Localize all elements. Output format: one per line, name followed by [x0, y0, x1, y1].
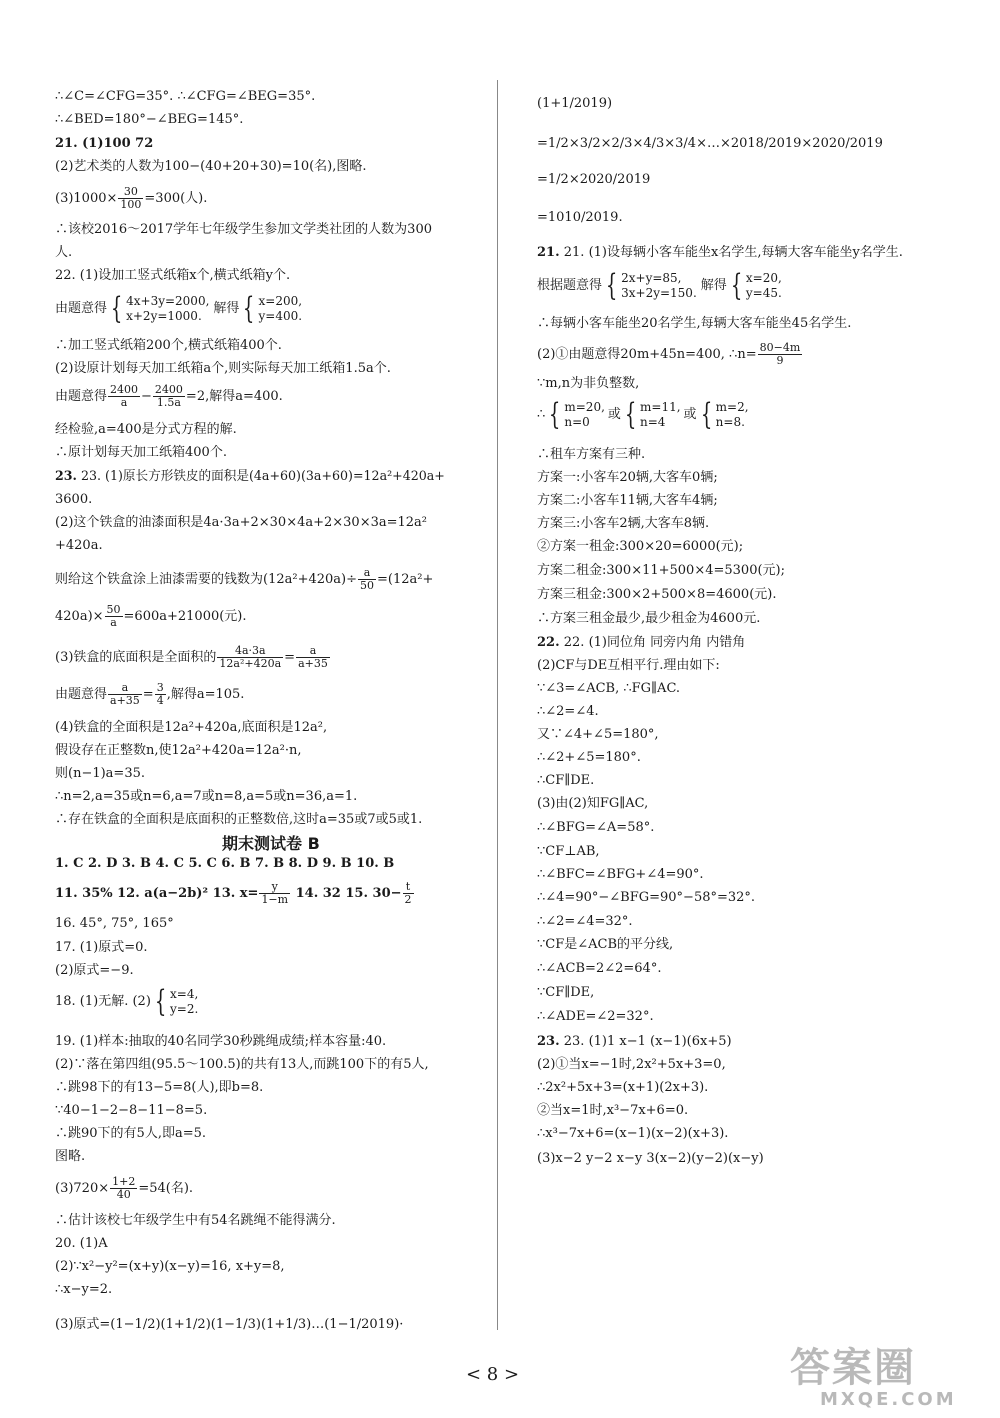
equation-system: 18. (1)无解. (2) { x=4, y=2. — [55, 984, 199, 1019]
text-line: (2)①当x=−1时,2x²+5x+3=0, — [537, 1057, 726, 1072]
text-line: (3)1000× $\frac{30}{100}$ =300(人). — [55, 185, 208, 211]
text-line: ∴∠2=∠4=32°. — [537, 914, 633, 929]
watermark-text: 答案圈 — [790, 1345, 916, 1391]
text-line: (4)铁盒的全面积是12a²+420a,底面积是12a², — [55, 720, 328, 735]
text-line: ②当x=1时,x³−7x+6=0. — [537, 1103, 689, 1118]
text-line: ∵40−1−2−8−11−8=5. — [55, 1103, 208, 1118]
text-line: ∴存在铁盒的全面积是底面积的正整数倍,这时a=35或7或5或1. — [55, 812, 423, 827]
fraction: $\frac{30}{100}$ — [120, 185, 142, 211]
text-line: ∵m,n为非负整数, — [537, 376, 640, 391]
text-line: 方案三租金:300×2+500×8=4600(元). — [537, 587, 777, 602]
text-line: 3600. — [55, 492, 93, 507]
text-line: =1/2×3/2×2/3×4/3×3/4×…×2018/2019×2020/2019 — [537, 136, 883, 151]
text-line: (2)CF与DE互相平行.理由如下: — [537, 658, 720, 673]
answer-line: 1. C 2. D 3. B 4. C 5. C 6. B 7. B 8. D 9. B 10. B — [55, 856, 395, 871]
text-line: 方案三:小客车2辆,大客车8辆. — [537, 516, 710, 531]
text-line: 23. 23. (1)1 x−1 (x−1)(6x+5) — [537, 1034, 732, 1049]
text-line: (2)①由题意得20m+45n=400, ∴n= $\frac{80-4m}{9}$ — [537, 341, 801, 367]
text-line: 420a)× $\frac{50}{a}$ =600a+21000(元). — [55, 603, 247, 629]
text-line: 方案一:小客车20辆,大客车0辆; — [537, 470, 718, 485]
text-line: ∴∠ACB=2∠2=64°. — [537, 961, 662, 976]
watermark-logo — [790, 1346, 990, 1412]
text-line: 由题意得 $\frac{2400}{a}$ − $\frac{2400}{1.5a}$ =2,解得a=400. — [55, 383, 283, 409]
text-line: ∴∠BFC=∠BFG+∠4=90°. — [537, 867, 704, 882]
text-line: (3)铁盒的底面积是全面积的 $\frac{4a\cdot 3a}{\text{12a²+420a}}$ = $\frac{a}{a+35}$ — [55, 644, 328, 670]
text-line: (2)原式=−9. — [55, 963, 134, 978]
text-line: ∴CF∥DE. — [537, 773, 595, 788]
text-line: 则(n−1)a=35. — [55, 766, 145, 781]
text-line: (3)720× $\frac{1+2}{40}$ =54(名). — [55, 1175, 194, 1201]
text-line: ∵CF⊥AB, — [537, 844, 600, 859]
text-line: 方案二:小客车11辆,大客车4辆; — [537, 493, 718, 508]
text-line: 图略. — [55, 1149, 86, 1164]
text-line: 17. (1)原式=0. — [55, 940, 148, 955]
text-line: ∴每辆小客车能坐20名学生,每辆大客车能坐45名学生. — [537, 316, 852, 331]
text-line: ∴原计划每天加工纸箱400个. — [55, 445, 227, 460]
text-line: 则给这个铁盒涂上油漆需要的钱数为(12a²+420a)÷ $\frac{a}{50}$ =(12a²+ — [55, 566, 434, 592]
watermark-url: MXQE.COM — [820, 1389, 957, 1410]
text-line: 19. (1)样本:抽取的40名同学30秒跳绳成绩;样本容量:40. — [55, 1034, 387, 1049]
text-line: 21. (1)100 72 — [55, 136, 154, 151]
text-line: 经检验,a=400是分式方程的解. — [55, 422, 237, 437]
text-line: 22. (1)设加工竖式纸箱x个,横式纸箱y个. — [55, 268, 291, 283]
text-line: ∴∠ADE=∠2=32°. — [537, 1009, 654, 1024]
text-line: (1+1/2019) — [537, 96, 613, 111]
text-line: ∴∠4=90°−∠BFG=90°−58°=32°. — [537, 890, 756, 905]
text-line: ∴∠C=∠CFG=35°. ∴∠CFG=∠BEG=35°. — [55, 89, 316, 104]
answer-line: 11. 35% 12. a(a−2b)² 13. x= $\frac{y}{1-m}$ 14. 32 15. 30− $\frac{t}{2}$ — [55, 880, 412, 906]
answer-line: 16. 45°, 75°, 165° — [55, 916, 174, 931]
equation-system: 根据题意得 { 2x+y=85, 3x+2y=150. 解得 { x=20, y=45. — [537, 268, 782, 303]
text-line: (2)∵落在第四组(95.5～100.5)的共有13人,而跳100下的有5人, — [55, 1057, 429, 1072]
column-divider — [497, 80, 498, 1330]
text-line: (3)原式=(1−1/2)(1+1/2)(1−1/3)(1+1/3)…(1−1/2019)· — [55, 1317, 404, 1332]
text-line: ∴∠2=∠4. — [537, 704, 599, 719]
text-line: ∴加工竖式纸箱200个,横式纸箱400个. — [55, 338, 282, 353]
text-line: 方案二租金:300×11+500×4=5300(元); — [537, 563, 785, 578]
text-line: (2)设原计划每天加工纸箱a个,则实际每天加工纸箱1.5a个. — [55, 361, 391, 376]
text-line: ②方案一租金:300×20=6000(元); — [537, 539, 744, 554]
text-line: 假设存在正整数n,使12a²+420a=12a²·n, — [55, 743, 302, 758]
text-line: 又∵∠4+∠5=180°, — [537, 727, 659, 742]
text-line: (2)∵x²−y²=(x+y)(x−y)=16, x+y=8, — [55, 1259, 285, 1274]
text-line: (2)艺术类的人数为100−(40+20+30)=10(名),图略. — [55, 159, 367, 174]
text-line: ∴跳98下的有13−5=8(人),即b=8. — [55, 1080, 264, 1095]
equation-system: ∴ { m=20, n=0 或 { m=11, n=4 或 { m=2, n=8. — [537, 397, 749, 432]
text-line: ∴租车方案有三种. — [537, 447, 646, 462]
text-line: ∴x³−7x+6=(x−1)(x−2)(x+3). — [537, 1126, 729, 1141]
text-line: (3)由(2)知FG∥AC, — [537, 796, 649, 811]
equation-system: 由题意得 { 4x+3y=2000, x+2y=1000. 解得 { x=200, y=400. — [55, 291, 303, 326]
text-line: 21. 21. (1)设每辆小客车能坐x名学生,每辆大客车能坐y名学生. — [537, 245, 903, 260]
text-line: 23. 23. (1)原长方形铁皮的面积是(4a+60)(3a+60)=12a²+420a+ — [55, 469, 445, 484]
page-number: < 8 > — [466, 1364, 520, 1385]
text-line: ∴∠BFG=∠A=58°. — [537, 820, 655, 835]
text-line: ∴∠2+∠5=180°. — [537, 750, 641, 765]
text-line: ∴∠BED=180°−∠BEG=145°. — [55, 112, 244, 127]
text-line: ∵CF∥DE, — [537, 985, 595, 1000]
text-line: 人. — [55, 245, 73, 260]
text-line: ∴该校2016～2017学年七年级学生参加文学类社团的人数为300 — [55, 222, 432, 237]
text-line: ∵∠3=∠ACB, ∴FG∥AC. — [537, 681, 681, 696]
text-line: ∴方案三租金最少,最少租金为4600元. — [537, 611, 761, 626]
text-line: ∴2x²+5x+3=(x+1)(2x+3). — [537, 1080, 709, 1095]
text-line: 20. (1)A — [55, 1236, 108, 1251]
text-line: ∵CF是∠ACB的平分线, — [537, 937, 674, 952]
section-title: 期末测试卷 B — [222, 834, 320, 853]
text-line: ∴跳90下的有5人,即a=5. — [55, 1126, 206, 1141]
text-line: ∴估计该校七年级学生中有54名跳绳不能得满分. — [55, 1213, 336, 1228]
text-line: =1010/2019. — [537, 210, 623, 225]
text-line: 由题意得 $\frac{a}{a+35}$ = $\frac{3}{4}$ ,解得a=105. — [55, 681, 245, 707]
text-line: (3)x−2 y−2 x−y 3(x−2)(y−2)(x−y) — [537, 1151, 764, 1166]
text-line: 22. 22. (1)同位角 同旁内角 内错角 — [537, 635, 746, 650]
text-line: +420a. — [55, 538, 103, 553]
text-line: ∴x−y=2. — [55, 1282, 113, 1297]
text-line: =1/2×2020/2019 — [537, 172, 651, 187]
text-line: (2)这个铁盒的油漆面积是4a·3a+2×30×4a+2×30×3a=12a² — [55, 515, 428, 530]
text-line: ∴n=2,a=35或n=6,a=7或n=8,a=5或n=36,a=1. — [55, 789, 358, 804]
